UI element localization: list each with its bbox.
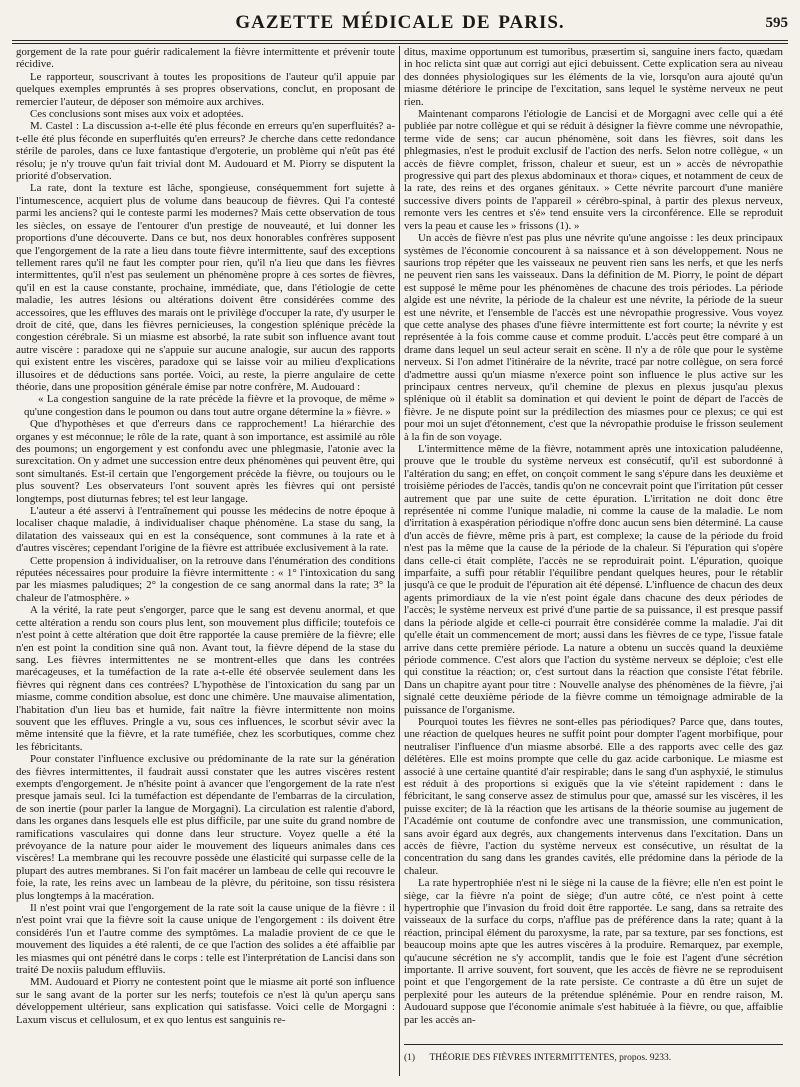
quotation: « La congestion sanguine de la rate précède la fièvre et la provoque, de même » qu'une congestion dans le poumon ou dans tout autre organe détermine la » fièvre. » — [24, 393, 395, 418]
paragraph: Il n'est point vrai que l'engorgement de la rate soit la cause unique de la fièvre : il n'est point vrai que la fièvre soit la cause unique de l'engorgement : ils doivent être considérés l'un et l'autre comme des symptômes. La maladie provient de ce que le mouvement des liquides a été ralenti, de ce que l'action des solides a été affaiblie par les miasmes qui ont pénétré dans le corps : telle est l'interprétation de Lancisi dans son traité De noxiis paludum effluviis. — [16, 902, 395, 977]
paragraph: L'intermittence même de la fièvre, notamment après une intoxication paludéenne, prouve que le trouble du système nerveux est consécutif, qu'il est subordonné à l'altération du sang; en effet, on conçoit comment le sang s'épure dans les deuxième et troisième périodes de l'accès, tandis qu'on ne concevrait point que l'irritation pût cesser autrement que par une suite de cette épuration. L'irritation ne doit donc être représentée ni comme l'unique maladie, ni comme la cause de la maladie. Le nom d'irritation à exaspération périodique n'offre donc aucun sens bien déterminé. La cause d'un accès de fièvre, même pris à part, est complexe; la cause de la période du froid n'est pas la même que la cause de la période de la chaleur. Si l'épuration qui s'opère dans celle-ci était complète, l'accès ne se reproduirait point. L'épuration, quoique imparfaite, a suffi pour rétablir l'équilibre pendant quelques heures, pour le rétablir jusqu'à ce que le produit de l'épuration ait été dépensé. L'influence de chacun des deux agents primordiaux de la vie n'est point égale dans chacune des deux périodes de l'accès; le système nerveux est privé d'une partie de sa puissance, il est presque passif dans la période algide et celle-ci pourrait être considérée comme la maladie. J'ai dit qu'elle était un commencement de mort; aussi dans les fièvres de ce type, l'issue fatale arrive dans cette première période. La nature a obtenu un succès quand la deuxième période commence. C'est alors que l'action du système nerveux se déploie; c'est elle qui constitue la réaction; or, c'est surtout dans la réaction que consiste l'état fébrile. Dans un chapitre ayant pour titre : Nouvelle analyse des phénomènes de la fièvre, j'ai signalé cette deuxième période de la fièvre comme un témoignage admirable de la puissance de l'organisme. — [404, 443, 783, 716]
paragraph: Que d'hypothèses et que d'erreurs dans ce rapprochement! La hiérarchie des organes y est méconnue; le rôle de la rate, quant à son importance, est assimilé au rôle des poumons; un engorgement y est confondu avec une phlegmasie, l'atonie avec la surexcitation. On y admet une succession entre deux phénomènes qui peuvent être, qui sont simultanés. Est-il certain que l'engorgement précède la fièvre, ou toujours ou le plus souvent? Les observateurs l'ont souvent après les fièvres qui ont persisté longtemps, post diuturnas febres; tel est leur langage. — [16, 418, 395, 505]
paragraph: ditus, maxime opportunum est tumoribus, præsertim si, sanguine iners facto, quædam in hoc relicta sint quæ aut corrigi aut ejici debuissent. Cette explication sera au niveau des données physiologiques sur les éléments de la vie, lorsqu'on aura ajouté qu'un miasme détériore le principe de l'excitation, sans lequel le système nerveux ne peut rien. — [404, 46, 783, 108]
left-column — [16, 46, 395, 1066]
paragraph: A la vérité, la rate peut s'engorger, parce que le sang est devenu anormal, et que cette altération a rendu son cours plus lent, son mouvement plus difficile; toutefois ce n'est point à cette altération que doit être rapportée la cause première de la fièvre; elle n'en est point la condition sine quâ non. Avant tout, la fièvre dépend de la stase du sang. Les fièvres intermittentes ne se montrent-elles que dans les contrées marécageuses, et la tuméfaction de la rate a-t-elle été observée seulement dans les fièvres qui règnent dans ces contrées? L'hypothèse de l'intoxication du sang par un miasme, comme condition absolue, est donc une chimère. Une mauvaise alimentation, l'habitation d'un lieu bas et humide, fait naître la fièvre intermittente non moins souvent que les effluves. Pringle a vu, sous ces influences, le scorbut sévir avec la même intensité que la fièvre, et la rate tuméfiée, chez les scorbutiques, comme chez les fébricitants. — [16, 604, 395, 753]
page-number: 595 — [765, 15, 788, 31]
header-rule-double — [12, 43, 788, 44]
paragraph: Ces conclusions sont mises aux voix et adoptées. — [30, 108, 244, 121]
right-column — [404, 46, 783, 1048]
paragraph: Maintenant comparons l'étiologie de Lancisi et de Morgagni avec celle qui a été publiée par notre collègue et qui se réduit à désigner la fièvre comme une névropathie, terme vide de sens; car aucun phénomène, soit dans les fièvres, soit dans les phlegmasies, n'est le produit exclusif de l'action des nerfs. Selon notre collègue, « un accès de fièvre complet, frisson, chaleur et sueur, est un » accès de névropathie progressive qui part des plexus abdominaux et thora» ciques, et notamment de ceux de la rate, des reins et des organes génitaux. » Cette névrite parcourt d'une manière successive divers points de l'appareil » cérébro-spinal, à partir des plexus nerveux, remonte vers les centres et s'é» tend ensuite vers la circonférence. Elle se reproduit vers la peau et cause les » frissons (1). » — [404, 108, 783, 232]
paragraph: Un accès de fièvre n'est pas plus une névrite qu'une angoisse : les deux principaux systèmes de l'économie concourent à sa naissance et à son développement. Nous ne saurions trop répéter que les vaisseaux ne peuvent rien sans les nerfs, et que les nerfs ne peuvent rien sans les vaisseaux. Dans la définition de M. Piorry, le point de départ est supposé le même pour les phénomènes de chacune des trois périodes. La période algide est une névrite, la période de la chaleur est une névrite, la période de la sueur est une névrite, et l'ensemble de l'accès est une névropathie progressive. Vous voyez que cette analyse des phases d'une fièvre intermittente est fort courte; la névrite y est représentée à la fois comme cause et comme produit. L'accès peut être comparé à un drame dans lequel un seul acteur serait en scène. Il n'y a de rôle que pour le système nerveux. Si l'on admet l'itinéraire de la névrite, tracé par notre collègue, on sera forcé d'admettre aussi qu'un miasme n'exerce point son influence le plus active sur les principaux centres nerveux, qu'il chemine de plexus en plexus jusqu'au plexus splénique où il établit sa domination et qui devient le point de départ de l'accès de fièvre. Je ne dispute point sur la prédilection des miasmes pour ce plexus; ce qui est pour moi un sujet d'étonnement, c'est que la névropathie produise le frisson seulement à la fin de son voyage. — [404, 232, 783, 443]
header-rule — [12, 40, 788, 41]
journal-title: GAZETTE MÉDICALE DE PARIS. — [235, 12, 565, 33]
paragraph: Pourquoi toutes les fièvres ne sont-elles pas périodiques? Parce que, dans toutes, une réaction de quelques heures ne suffit point pour dompter l'agent morbifique, pour neutraliser l'influence d'un miasme absorbé. Elle a des rapports avec celle des gaz délétères. Elle est moins prompte que celle du gaz acide carbonique. Le miasme est associé à une certaine quantité d'air respirable; dans le sang d'un asphyxié, le stimulus est réduit à des proportions si exiguës que la vie s'éteint rapidement : dans le fébricitant, le sang conserve assez de stimulus pour que, amassé sur les viscères, il les puisse exciter; de là la réaction que les artisans de la théorie soumise au jugement de l'Académie ont coutume de confondre avec une transmission, une communication, sans avoir égard aux degrés, aux changements intervenus dans l'excitation. Dans un accès de fièvre, l'action du système nerveux est consécutive, un résultat de la concentration du sang dans les grandes cavités, elle prédomine dans la période de la chaleur. — [404, 715, 783, 877]
paragraph: Cette propension à individualiser, on la retrouve dans l'énumération des conditions réputées nécessaires pour produire la fièvre intermittente : « 1° l'intoxication du sang par les miasmes paludiques; 2° la congestion de ce sang anormal dans la rate; 3° la chaleur de l'atmosphère. » — [16, 554, 395, 604]
paragraph: M. Castel : La discussion a-t-elle été plus féconde en erreurs qu'en superfluités? a-t-elle été plus féconde en superfluités qu'en erreurs? Je cherche dans cette redondance stérile de paroles, dans ce luxe fantastique d'ergoterie, un problème qui n'eût pas été résolu; je n'y trouve qu'un fait trivial dont M. Audouard et M. Piorry se disputent la priorité d'observation. — [16, 120, 395, 183]
column-divider — [399, 46, 400, 1076]
paragraph: Pour constater l'influence exclusive ou prédominante de la rate sur la génération des fièvres intermittentes, il faudrait aussi constater que les autres viscères restent exempts d'engorgement. Je n'hésite point à avancer que l'engorgement de la rate n'est presque jamais seul. Ici la tuméfaction est dépendante de l'embarras de la circulation, de son inertie (pour parler la langue de Morgagni). La circulation est ralentie d'abord, dans les organes dans lesquels elle est plus difficile, par une suite du grand nombre de ramifications vasculaires qui donne dans leur structure. Voyez quelle a été la prévoyance de la nature pour aider le mouvement des liqueurs animales dans ces viscères! La membrane qui les recouvre possède une élasticité qui surpasse celle de la plupart des autres membranes. Si l'on fait macérer un lambeau de celle qui recouvre le foie, la rate, les reins avec un lambeau de la plèvre, du péritoine, son tissu résistera plus longtemps à la macération. — [16, 753, 395, 902]
footnote — [404, 1044, 783, 1064]
paragraph: MM. Audouard et Piorry ne contestent point que le miasme ait porté son influence sur le sang avant de la porter sur les nerfs; toutefois ce n'est là qu'un aperçu sans développement ultérieur, sans explication qui satisfasse. Voici celle de Morgagni : Laxum viscus et cellulosum, et ex quo lentus est sanguinis re- — [16, 976, 395, 1026]
paragraph: gorgement de la rate pour guérir radicalement la fièvre intermittente et prévenir toute récidive. — [16, 46, 395, 71]
footnote-text: THÉORIE DES FIÈVRES INTERMITTENTES, propos. 9233. — [429, 1053, 672, 1063]
footnote-marker: (1) — [404, 1053, 416, 1063]
page-header — [10, 12, 790, 42]
paragraph: Le rapporteur, souscrivant à toutes les propositions de l'auteur qu'il appuie par quelques exemples empruntés à ses propres observations, conclut, en proposant de remercier l'auteur, de déposer son mémoire aux archives. — [16, 70, 395, 108]
paragraph: L'auteur a été asservi à l'entraînement qui pousse les médecins de notre époque à localiser chaque maladie, à individualiser chaque phénomène. La stase du sang, la dilatation des vaisseaux qui en est la conséquence, sont communes à la rate et à d'autres viscères; cependant l'origine de la fièvre est attribuée exclusivement à la rate. — [16, 505, 395, 555]
paragraph: La rate hypertrophiée n'est ni le siège ni la cause de la fièvre; elle n'en est point le siège, car la fièvre n'a point de siège; d'un autre côté, ce n'est point à cette hypertrophie que l'invasion du froid doit être rapportée. Le sang, dans sa retraite des vaisseaux de la surface du corps, n'afflue pas de préférence dans la rate; quant à la réaction, principal élément du paroxysme, la rate, par sa texture, par ses fonctions, est beaucoup moins apte que les autres viscères à la produire. Remarquez, par exemple, qu'aucune sécrétion ne s'y accomplit, tandis que le foie est l'agent d'une sécrétion importante. Il arrive souvent, fort souvent, que les accès de fièvre ne se reproduisent point et que l'engorgement de la rate persiste. Ce contraste a dû être un sujet de perplexité pour les auteurs de la prétendue splénémie. Pour en rendre raison, M. Audouard suppose que l'économie animale s'est habituée à la fièvre, ou que, affaiblie par les accès an- — [404, 877, 783, 1026]
paragraph: La rate, dont la texture est lâche, spongieuse, conséquemment fort sujette à l'intumescence, acquiert plus de volume dans beaucoup de fièvres. Qui l'a contesté parmi les anciens? qui le conteste parmi les modernes? Mais cette observation de tous les siècles, on essaye de l'entourer d'un prestige de nouveauté, et lui donner les proportions d'une découverte. Dans ce but, nos deux honorables confrères supposent que l'engorgement de la rate a lieu dans toute fièvre intermittente, sauf des exceptions tellement rares qu'il ne faut les compter pour rien, qu'il n'a lieu que dans les fièvres intermittentes, qu'il n'est pas seulement un phénomène propre à ces sortes de fièvres, qu'il en est la cause constante, prochaine, immédiate, que, dans l'étiologie de cette maladie, les autres lésions ou altérations doivent être considérées comme des accessoires, que les effluves des marais ont le privilège d'occuper la rate, d'y usurper le droit de cité, que, dans les fièvres pernicieuses, la congestion splénique précède la congestion cérébrale. Si un miasme est absorbé, la rate subit son influence avant tout autre viscère : paradoxe qui ne s'appuie sur aucune analogie, sur aucun des rapports qui existent entre les viscères, paradoxe qui se laisse voir au milieu d'explications illusoires et de déductions sans portée. Voici, au reste, la pierre angulaire de cette théorie, dans une proposition générale émise par notre confrère, M. Audouard : — [16, 182, 395, 393]
